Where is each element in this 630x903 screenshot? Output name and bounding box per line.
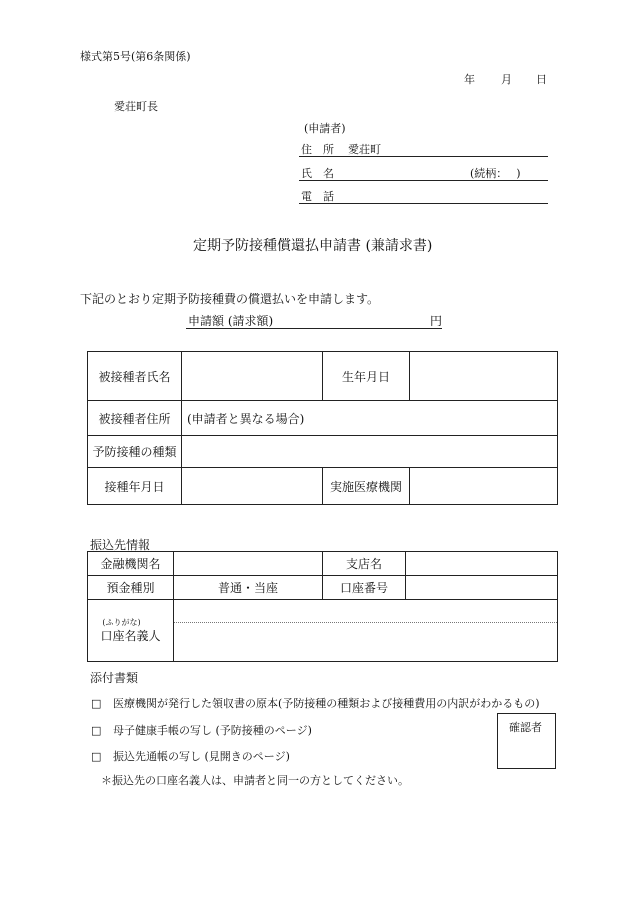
medical-institution-label: 実施医療機関 (323, 468, 410, 505)
table-row (88, 401, 558, 436)
confirmer-box[interactable] (497, 713, 556, 769)
holder-label-cell (88, 600, 174, 662)
phone-label: 電 話 (301, 190, 334, 203)
account-number-cell[interactable] (406, 576, 558, 600)
vaccination-date-cell[interactable] (182, 468, 323, 505)
table-row (88, 468, 558, 505)
bank-table (87, 551, 558, 662)
request-amount-unit: 円 (430, 314, 443, 328)
recipient-address-cell[interactable] (182, 401, 558, 436)
request-amount-label: 申請額 (請求額) (188, 314, 274, 328)
name-line[interactable] (299, 165, 548, 181)
vaccination-table (87, 351, 558, 505)
attachment-label: 母子健康手帳の写し (予防接種のページ) (113, 724, 312, 737)
medical-institution-cell[interactable] (410, 468, 558, 505)
attachment-note: ＊振込先の口座名義人は、申請者と同一の方としてください。 (101, 774, 409, 787)
vaccination-date-label: 接種年月日 (88, 468, 182, 505)
attachments-heading: 添付書類 (90, 671, 139, 685)
form-number: 様式第5号(第6条関係) (80, 50, 191, 63)
table-row (88, 552, 558, 576)
holder-cell[interactable] (174, 600, 558, 662)
name-label: 氏 名 (301, 167, 334, 180)
recipient-name-cell[interactable] (182, 352, 323, 401)
furigana-divider (174, 622, 557, 623)
table-row (88, 352, 558, 401)
relation-label: (続柄： ) (470, 167, 521, 180)
vaccine-type-label: 予防接種の種類 (88, 436, 182, 468)
bank-heading: 振込先情報 (90, 538, 151, 552)
date-day: 日 (536, 73, 547, 86)
attachment-item[interactable] (91, 748, 290, 764)
birth-date-cell[interactable] (410, 352, 558, 401)
address-note: (申請者と異なる場合) (187, 411, 305, 426)
attachment-item[interactable] (91, 695, 540, 711)
recipient-name-label: 被接種者氏名 (88, 352, 182, 401)
address-label: 住 所 (301, 143, 334, 156)
institution-cell[interactable] (174, 552, 323, 576)
account-number-label: 口座番号 (323, 576, 406, 600)
branch-cell[interactable] (406, 552, 558, 576)
attachment-label: 医療機関が発行した領収書の原本(予防接種の種類および接種費用の内訳がわかるもの) (113, 697, 540, 710)
table-row (88, 576, 558, 600)
recipient-address-label: 被接種者住所 (88, 401, 182, 436)
phone-line[interactable] (299, 188, 548, 204)
checkbox-icon[interactable]: □ (91, 697, 102, 710)
addressee: 愛荘町長 (114, 100, 158, 113)
applicant-heading: (申請者) (304, 122, 346, 135)
date-year: 年 (464, 73, 475, 86)
institution-label: 金融機関名 (88, 552, 174, 576)
furigana-label: (ふりがな) (102, 617, 141, 627)
request-amount-line[interactable] (186, 312, 442, 329)
confirmer-label: 確認者 (509, 721, 542, 734)
account-type-label: 預金種別 (88, 576, 174, 600)
holder-label: 口座名義人 (100, 628, 161, 643)
branch-label: 支店名 (323, 552, 406, 576)
attachment-item[interactable] (91, 722, 312, 738)
checkbox-icon[interactable]: □ (91, 750, 102, 763)
table-row (88, 600, 558, 662)
address-line[interactable] (299, 141, 548, 157)
account-type-value[interactable]: 普通・当座 (174, 576, 323, 600)
checkbox-icon[interactable]: □ (91, 724, 102, 737)
intro-text: 下記のとおり定期予防接種費の償還払いを申請します。 (80, 292, 380, 306)
vaccine-type-cell[interactable] (182, 436, 558, 468)
date-month: 月 (501, 73, 512, 86)
table-row (88, 436, 558, 468)
address-value: 愛荘町 (348, 143, 381, 156)
attachment-label: 振込先通帳の写し (見開きのページ) (113, 750, 290, 763)
birth-date-label: 生年月日 (323, 352, 410, 401)
document-title: 定期予防接種償還払申請書 (兼請求書) (193, 238, 433, 254)
